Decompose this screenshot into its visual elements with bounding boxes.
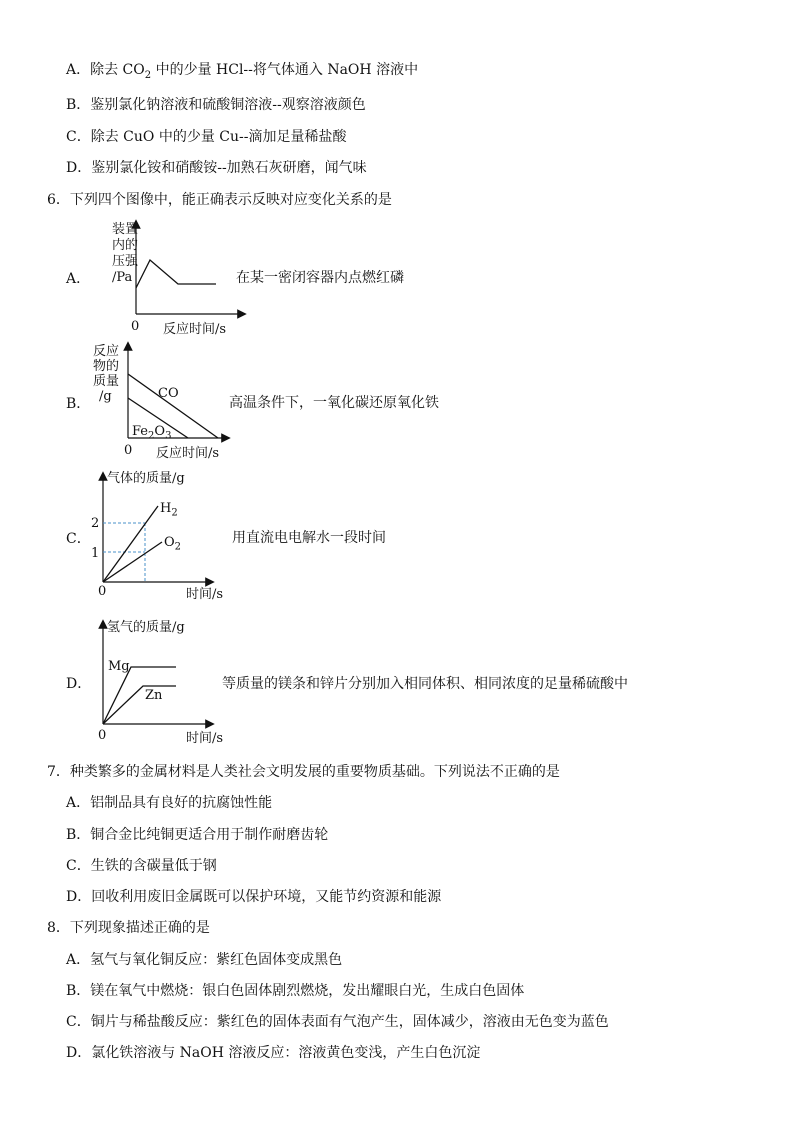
q6-a-letter: A． xyxy=(66,271,91,287)
q6-a-ylabel: 装置 内的 压强 /Pa xyxy=(112,222,139,285)
q5-option-d: D．鉴别氯化铵和硝酸铵--加熟石灰研磨，闻气味 xyxy=(66,160,367,176)
q8-stem: 8．下列现象描述正确的是 xyxy=(47,920,210,936)
q6-d-letter: D． xyxy=(66,676,92,692)
q6-b-letter: B． xyxy=(66,396,91,412)
q6-d-ylabel: 氢气的质量/g xyxy=(107,620,185,635)
q6-c-letter: C． xyxy=(66,531,91,547)
q8-option-d: D．氯化铁溶液与 NaOH 溶液反应：溶液黄色变浅，产生白色沉淀 xyxy=(66,1045,481,1061)
q6-c-desc: 用直流电电解水一段时间 xyxy=(232,530,386,546)
q8-option-a: A．氢气与氧化铜反应：紫红色固体变成黑色 xyxy=(66,952,343,968)
q6-d-origin: 0 xyxy=(98,728,107,743)
q5-option-b: B．鉴别氯化钠溶液和硫酸铜溶液--观察溶液颜色 xyxy=(66,97,366,113)
q6-c-graph xyxy=(96,472,216,587)
q6-d-graph xyxy=(96,620,216,730)
q8-option-c: C．铜片与稀盐酸反应：紫红色的固体表面有气泡产生，固体减少，溶液由无色变为蓝色 xyxy=(66,1014,609,1030)
q6-c-line-o2 xyxy=(103,542,162,582)
q6-c-origin: 0 xyxy=(98,584,107,599)
q5-option-c: C．除去 CuO 中的少量 Cu--滴加足量稀盐酸 xyxy=(66,129,347,145)
q6-a-desc: 在某一密闭容器内点燃红磷 xyxy=(236,270,404,286)
q5-option-a: A．除去 $CO_2$ 中的少量 HCl--将气体通入 NaOH 溶液中 xyxy=(66,62,419,81)
q6-stem: 6．下列四个图像中，能正确表示反映对应变化关系的是 xyxy=(47,192,392,208)
q6-b-label-co: CO xyxy=(158,386,179,401)
q6-b-label-fe2o3: $Fe_2O_3$ xyxy=(132,424,172,442)
q6-b-xlabel: 反应时间/s xyxy=(156,446,220,461)
q6-c-ytick-1: 1 xyxy=(91,546,100,561)
q6-a-curve xyxy=(136,260,216,288)
q6-a-graph xyxy=(120,218,250,328)
q7-option-b: B．铜合金比纯铜更适合用于制作耐磨齿轮 xyxy=(66,827,329,843)
q7-option-a: A．铝制品具有良好的抗腐蚀性能 xyxy=(66,795,273,811)
q7-option-c: C．生铁的含碳量低于钢 xyxy=(66,858,217,874)
q6-c-ytick-2: 2 xyxy=(91,516,100,531)
q8-option-b: B．镁在氧气中燃烧：银白色固体剧烈燃烧，发出耀眼白光，生成白色固体 xyxy=(66,983,525,999)
q6-d-label-zn: Zn xyxy=(145,688,163,703)
q6-d-desc: 等质量的镁条和锌片分别加入相同体积、相同浓度的足量稀硫酸中 xyxy=(222,676,628,692)
q6-d-xlabel: 时间/s xyxy=(186,731,224,746)
q6-d-line-zn xyxy=(103,686,176,724)
q7-option-d: D．回收利用废旧金属既可以保护环境，又能节约资源和能源 xyxy=(66,889,442,905)
q6-c-label-o2: $O_2$ xyxy=(164,535,182,553)
q6-c-line-h2 xyxy=(103,506,158,582)
q6-c-xlabel: 时间/s xyxy=(186,587,224,602)
q6-b-ylabel: 反应 物的 质量 /g xyxy=(93,344,120,404)
q6-a-origin: 0 xyxy=(131,319,140,334)
q6-b-origin: 0 xyxy=(124,443,133,458)
q6-b-desc: 高温条件下，一氧化碳还原氧化铁 xyxy=(229,395,439,411)
q6-c-ylabel: 气体的质量/g xyxy=(107,471,185,486)
q6-d-label-mg: Mg xyxy=(108,659,130,674)
q6-d-line-mg xyxy=(103,667,176,724)
q6-c-label-h2: $H_2$ xyxy=(160,501,178,519)
q6-a-xlabel: 反应时间/s xyxy=(163,322,227,337)
q7-stem: 7．种类繁多的金属材料是人类社会文明发展的重要物质基础。下列说法不正确的是 xyxy=(47,764,560,780)
